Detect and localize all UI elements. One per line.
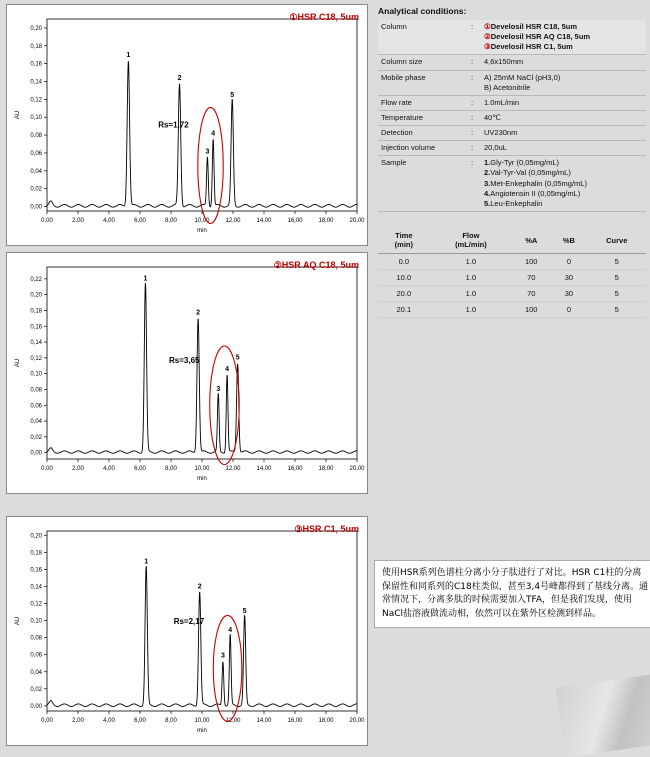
svg-text:5: 5 — [230, 92, 235, 100]
svg-text:4,00: 4,00 — [103, 718, 115, 724]
gradient-program-table — [378, 228, 646, 318]
condition-value-line — [484, 199, 643, 209]
condition-value-text: Develosil HSR C18, 5um — [490, 22, 578, 31]
svg-text:14,00: 14,00 — [256, 218, 272, 224]
svg-text:12,00: 12,00 — [225, 466, 241, 472]
svg-text:0,14: 0,14 — [30, 584, 42, 591]
svg-text:2,00: 2,00 — [72, 218, 84, 224]
gradient-cell: 70 — [512, 269, 550, 285]
svg-text:2,00: 2,00 — [72, 466, 84, 472]
svg-text:4: 4 — [225, 366, 230, 374]
condition-key: Detection — [381, 128, 413, 137]
chromatogram-panel-1 — [6, 4, 368, 246]
svg-text:Rs=2,17: Rs=2,17 — [173, 616, 205, 626]
svg-text:0,06: 0,06 — [30, 652, 42, 659]
svg-text:0,16: 0,16 — [30, 61, 42, 68]
analytical-conditions-table — [378, 20, 646, 212]
svg-text:0,08: 0,08 — [30, 387, 42, 394]
svg-text:0,12: 0,12 — [30, 601, 42, 608]
condition-value-text: Develosil HSR C1, 5um — [490, 42, 573, 52]
condition-value-line: B) Acetonitrile — [484, 82, 531, 92]
gradient-cell: 1.0 — [430, 269, 512, 285]
svg-text:0,08: 0,08 — [30, 635, 42, 642]
svg-text:1: 1 — [143, 275, 148, 283]
condition-colon: : — [471, 128, 474, 137]
svg-text:0,02: 0,02 — [30, 186, 42, 193]
svg-text:10,00: 10,00 — [194, 218, 210, 224]
gradient-row — [378, 269, 646, 285]
svg-text:20,00: 20,00 — [349, 466, 365, 472]
svg-text:18,00: 18,00 — [318, 718, 334, 724]
right-column — [374, 0, 650, 318]
gradient-cell: 100 — [512, 253, 550, 269]
svg-text:2: 2 — [177, 75, 182, 83]
gradient-row — [378, 285, 646, 301]
condition-colon: : — [471, 72, 474, 82]
gradient-cell: 30 — [550, 285, 587, 301]
gradient-header-row — [378, 228, 646, 253]
svg-text:0,20: 0,20 — [30, 292, 42, 299]
svg-text:0,16: 0,16 — [30, 324, 42, 331]
condition-value — [481, 156, 646, 212]
condition-value — [481, 70, 646, 95]
gradient-header-cell — [588, 228, 646, 253]
svg-text:4,00: 4,00 — [103, 466, 115, 472]
gradient-header-cell — [378, 228, 430, 253]
circled-number: ① — [484, 22, 491, 31]
svg-text:12,00: 12,00 — [225, 718, 241, 724]
condition-value-line — [484, 42, 643, 52]
svg-text:Rs=1,72: Rs=1,72 — [158, 120, 189, 130]
gradient-cell: 5 — [588, 269, 646, 285]
gradient-cell: 5 — [588, 253, 646, 269]
chart-title-1: ①HSR C18, 5um — [289, 12, 359, 22]
condition-key: Mobile phase — [381, 72, 426, 82]
svg-text:AU: AU — [15, 110, 21, 120]
gradient-header-line: (mL/min) — [455, 240, 487, 250]
svg-text:4: 4 — [228, 626, 233, 634]
svg-text:AU: AU — [15, 358, 21, 368]
svg-text:6,00: 6,00 — [134, 718, 146, 724]
condition-value — [481, 126, 646, 141]
gradient-cell: 30 — [550, 269, 587, 285]
svg-text:20,00: 20,00 — [349, 218, 365, 224]
sample-name: Angiotensin II (0,05mg/mL) — [490, 188, 581, 198]
svg-text:0,16: 0,16 — [30, 567, 42, 574]
svg-text:0,18: 0,18 — [30, 43, 42, 50]
condition-key: Injection volume — [381, 143, 436, 153]
gradient-cell: 5 — [588, 301, 646, 317]
condition-value-line — [484, 179, 643, 189]
sample-name: Leu-Enkephalin — [490, 198, 543, 208]
gradient-cell: 0 — [550, 253, 587, 269]
gradient-header-cell — [550, 228, 587, 253]
condition-value-line: UV230nm — [484, 128, 518, 137]
gradient-row — [378, 253, 646, 269]
gradient-cell: 5 — [588, 285, 646, 301]
svg-text:0,00: 0,00 — [30, 703, 42, 710]
condition-value-line: 4,6x150mm — [484, 57, 524, 67]
svg-text:0,00: 0,00 — [41, 718, 53, 724]
condition-key: Flow rate — [381, 97, 412, 107]
gradient-cell: 100 — [512, 301, 550, 317]
svg-text:0,02: 0,02 — [30, 686, 42, 693]
svg-text:0,14: 0,14 — [30, 79, 42, 86]
gradient-cell: 10.0 — [378, 269, 430, 285]
condition-value-text: Develosil HSR AQ C18, 5um — [490, 32, 591, 42]
sample-index: 2. — [484, 168, 491, 178]
svg-text:14,00: 14,00 — [256, 466, 272, 472]
condition-value-line — [484, 168, 643, 178]
gradient-header-cell — [512, 228, 550, 253]
gradient-row — [378, 301, 646, 317]
svg-text:14,00: 14,00 — [256, 718, 272, 724]
svg-text:8,00: 8,00 — [165, 466, 177, 472]
svg-text:0,04: 0,04 — [30, 419, 42, 426]
svg-text:Rs=3,65: Rs=3,65 — [169, 356, 200, 366]
sample-index: 4. — [484, 188, 491, 198]
gradient-cell: 0.0 — [378, 253, 430, 269]
condition-row — [378, 126, 646, 141]
condition-value-line: 40℃ — [484, 112, 501, 122]
svg-text:6,00: 6,00 — [134, 466, 146, 472]
condition-colon: : — [471, 112, 474, 122]
svg-text:0,18: 0,18 — [30, 550, 42, 557]
svg-text:18,00: 18,00 — [318, 218, 334, 224]
gradient-header-line: Time — [395, 230, 413, 240]
svg-text:12,00: 12,00 — [225, 218, 241, 224]
gradient-cell: 20.1 — [378, 301, 430, 317]
gradient-header-line: Curve — [606, 235, 628, 245]
gradient-cell: 1.0 — [430, 253, 512, 269]
condition-row — [378, 70, 646, 95]
chromatogram-1 — [7, 5, 367, 245]
svg-text:16,00: 16,00 — [287, 466, 303, 472]
svg-text:2,00: 2,00 — [72, 718, 84, 724]
background-decoration — [556, 673, 650, 757]
svg-text:8,00: 8,00 — [165, 218, 177, 224]
svg-text:10,00: 10,00 — [194, 718, 210, 724]
gradient-cell: 20.0 — [378, 285, 430, 301]
svg-text:20,00: 20,00 — [349, 718, 365, 724]
gradient-header-line: %A — [525, 235, 538, 245]
gradient-cell: 1.0 — [430, 285, 512, 301]
svg-text:16,00: 16,00 — [287, 218, 303, 224]
sample-name: Val-Tyr-Val (0,05mg/mL) — [490, 168, 571, 178]
condition-value — [481, 141, 646, 156]
gradient-header-line: %B — [562, 235, 575, 245]
circled-number: ② — [484, 32, 491, 42]
condition-colon: : — [471, 97, 474, 107]
svg-text:0,06: 0,06 — [30, 150, 42, 157]
condition-row — [378, 20, 646, 55]
condition-row — [378, 141, 646, 156]
chromatogram-3 — [7, 517, 367, 745]
gradient-cell: 1.0 — [430, 301, 512, 317]
condition-value — [481, 95, 646, 110]
condition-row — [378, 55, 646, 70]
condition-value-line — [484, 189, 643, 199]
condition-value-line: 20,0uL — [484, 143, 507, 153]
condition-key: Column size — [381, 57, 423, 67]
condition-key: Sample — [381, 158, 407, 168]
sample-name: Gly-Tyr (0,05mg/mL) — [490, 158, 560, 168]
svg-text:0,06: 0,06 — [30, 403, 42, 410]
svg-text:0,08: 0,08 — [30, 133, 42, 140]
svg-text:0,10: 0,10 — [30, 115, 42, 122]
svg-text:10,00: 10,00 — [194, 466, 210, 472]
condition-colon: : — [471, 143, 474, 153]
svg-text:16,00: 16,00 — [287, 718, 303, 724]
svg-text:0,10: 0,10 — [30, 618, 42, 625]
circled-number: ③ — [484, 42, 491, 52]
condition-value-line — [484, 22, 643, 32]
condition-colon: : — [471, 22, 474, 31]
svg-text:0,00: 0,00 — [30, 450, 42, 457]
condition-colon: : — [471, 57, 474, 67]
sample-index: 3. — [484, 178, 491, 188]
svg-text:3: 3 — [205, 148, 210, 156]
svg-text:0,18: 0,18 — [30, 308, 42, 315]
svg-text:0,00: 0,00 — [41, 218, 53, 224]
conditions-title: Analytical conditions: — [378, 6, 467, 16]
svg-text:3: 3 — [216, 386, 221, 393]
gradient-header-line: Flow — [462, 230, 480, 240]
condition-value-line: 1.0mL/min — [484, 97, 520, 107]
chromatogram-panel-3 — [6, 516, 368, 746]
svg-text:0,20: 0,20 — [30, 25, 42, 32]
svg-text:1: 1 — [126, 51, 131, 59]
gradient-cell: 70 — [512, 285, 550, 301]
sample-index: 5. — [484, 198, 491, 208]
condition-row — [378, 110, 646, 125]
condition-row — [378, 156, 646, 212]
condition-row — [378, 95, 646, 110]
condition-value — [481, 110, 646, 125]
svg-text:AU: AU — [15, 616, 21, 626]
chromatogram-panel-2 — [6, 252, 368, 494]
svg-text:0,00: 0,00 — [41, 466, 53, 472]
svg-text:4,00: 4,00 — [103, 218, 115, 224]
svg-text:5: 5 — [235, 354, 240, 362]
svg-text:0,10: 0,10 — [30, 371, 42, 378]
svg-text:6,00: 6,00 — [134, 218, 146, 224]
condition-key: Column — [381, 22, 407, 31]
svg-text:2: 2 — [196, 309, 201, 317]
gradient-header-line: (min) — [394, 240, 413, 250]
svg-text:0,12: 0,12 — [30, 355, 42, 362]
gradient-cell: 0 — [550, 301, 587, 317]
svg-text:0,20: 0,20 — [30, 533, 42, 540]
svg-text:min: min — [197, 728, 207, 734]
svg-text:min: min — [197, 476, 207, 482]
summary-note-text: 使用HSR系列色谱柱分离小分子肽进行了对比。HSR C1柱的分离保留性和同系列的C18柱类似，甚至3,4号峰都得到了基线分离。通常情况下，分离多肽的时候需要加入TFA，但是我们发现，使用NaCl盐溶液做流动相，依然可以在紫外区检测到样品。 — [382, 568, 649, 619]
chromatogram-2 — [7, 253, 367, 493]
sample-index: 1. — [484, 158, 491, 168]
svg-text:0,12: 0,12 — [30, 97, 42, 104]
svg-text:1: 1 — [144, 558, 149, 566]
svg-text:4: 4 — [211, 130, 216, 138]
condition-value-line — [484, 32, 643, 42]
chart-title-2: ②HSR AQ C18, 5um — [273, 260, 359, 270]
svg-text:0,00: 0,00 — [30, 204, 42, 211]
gradient-header-cell — [430, 228, 512, 253]
sample-name: Met-Enkephalin (0,05mg/mL) — [490, 178, 587, 188]
svg-text:0,04: 0,04 — [30, 168, 42, 175]
svg-text:min: min — [197, 228, 207, 234]
svg-text:5: 5 — [242, 608, 247, 616]
svg-text:3: 3 — [220, 652, 225, 660]
condition-value-line: A) 25mM NaCl (pH3,0) — [484, 72, 561, 82]
summary-note — [374, 560, 650, 628]
svg-text:0,04: 0,04 — [30, 669, 42, 676]
svg-text:0,02: 0,02 — [30, 434, 42, 441]
condition-value — [481, 20, 646, 55]
svg-text:8,00: 8,00 — [165, 718, 177, 724]
svg-text:0,14: 0,14 — [30, 340, 42, 347]
svg-text:0,22: 0,22 — [30, 276, 42, 283]
chart-title-3: ③HSR C1, 5um — [294, 524, 359, 534]
condition-key: Temperature — [381, 112, 424, 122]
condition-value-line — [484, 158, 643, 168]
condition-colon: : — [471, 158, 474, 168]
svg-text:2: 2 — [197, 583, 202, 591]
svg-text:18,00: 18,00 — [318, 466, 334, 472]
condition-value — [481, 55, 646, 70]
